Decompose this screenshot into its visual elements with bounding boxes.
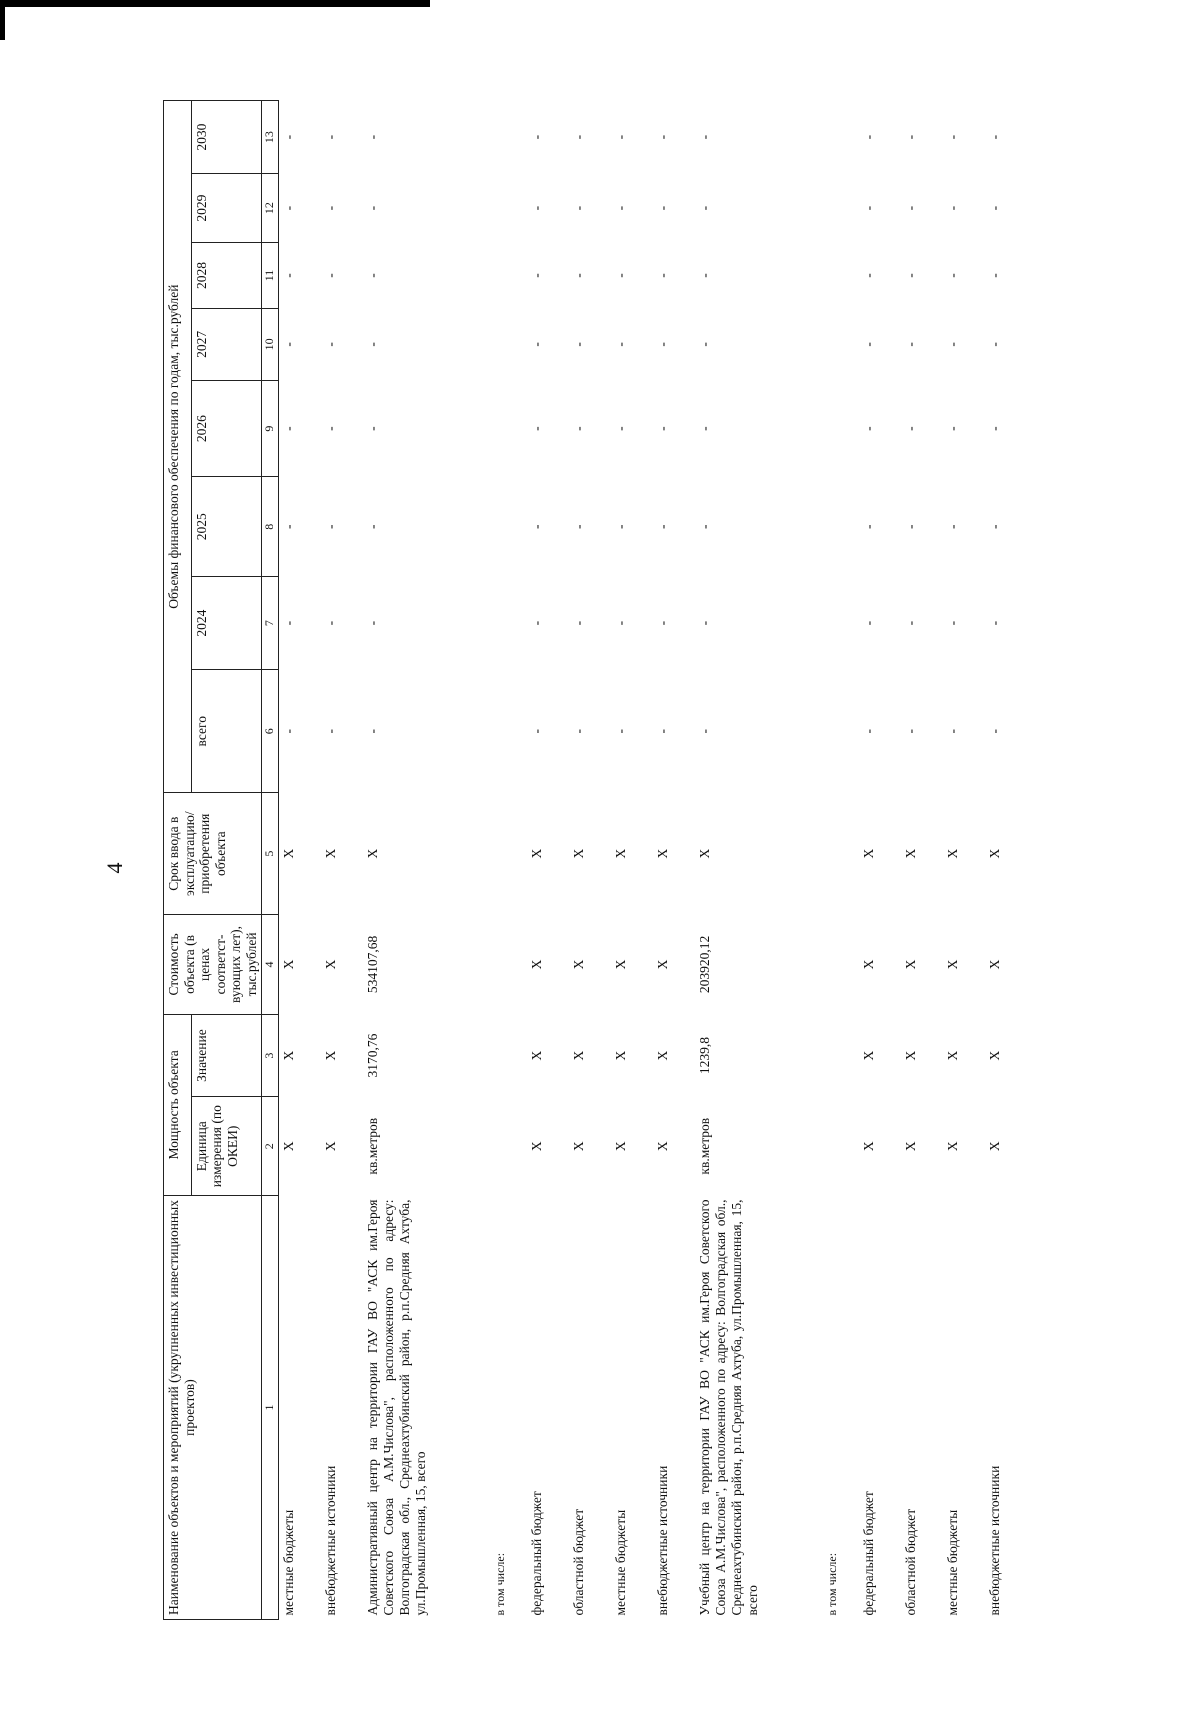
cell: -	[987, 524, 1003, 529]
cell: X	[281, 848, 297, 859]
cell: -	[281, 426, 297, 431]
cell	[823, 477, 859, 577]
cell: -	[529, 729, 545, 734]
cell: -	[945, 342, 961, 347]
table-row	[279, 101, 322, 1620]
cell: -	[861, 729, 877, 734]
cell: 3170,76	[365, 1033, 381, 1078]
cell	[491, 380, 527, 476]
cell	[823, 915, 859, 1015]
header-year-2026: 2026	[191, 380, 261, 476]
cell: -	[323, 426, 339, 431]
cell: -	[281, 729, 297, 734]
cell: -	[697, 205, 713, 211]
cell: -	[529, 426, 545, 431]
cell: X	[613, 1141, 629, 1152]
cell: X	[903, 1141, 919, 1152]
cell: X	[571, 1050, 587, 1061]
cell: X	[987, 1141, 1003, 1152]
cell: -	[987, 342, 1003, 347]
cell: X	[529, 959, 545, 970]
cell: -	[281, 134, 297, 140]
row-name: в том числе:	[493, 1552, 508, 1616]
header-year-2024: 2024	[191, 577, 261, 670]
cell: X	[987, 959, 1003, 970]
header-finance-group: Объемы финансового обеспечения по годам, тыс.рублей	[164, 101, 192, 793]
cell: -	[529, 205, 545, 211]
cell: X	[945, 1050, 961, 1061]
column-number: 1	[262, 1196, 279, 1620]
row-name: внебюджетные источники	[655, 1465, 671, 1616]
table-row	[823, 101, 859, 1620]
cell: X	[903, 1050, 919, 1061]
cell: X	[861, 848, 877, 859]
cell: -	[987, 729, 1003, 734]
cell: -	[697, 134, 713, 140]
cell: -	[903, 134, 919, 140]
row-name: внебюджетные источники	[987, 1465, 1003, 1616]
row-name: областной бюджет	[571, 1508, 587, 1616]
cell: 203920,12	[697, 935, 713, 994]
header-commission: Срок ввода в эксплуатацию/ приобретения объекта	[164, 793, 262, 915]
cell: -	[613, 342, 629, 347]
cell: X	[323, 959, 339, 970]
row-name: местные бюджеты	[613, 1509, 629, 1616]
cell: -	[365, 205, 381, 211]
cell: -	[613, 205, 629, 211]
cell: -	[987, 620, 1003, 626]
cell	[491, 1014, 527, 1097]
cell: -	[903, 342, 919, 347]
cell: X	[655, 848, 671, 859]
cell	[491, 308, 527, 380]
header-year-2028: 2028	[191, 243, 261, 309]
cell: -	[281, 524, 297, 529]
cell: X	[861, 959, 877, 970]
table-row	[943, 101, 985, 1620]
row-name: Административный центр на территории ГАУ ВО "АСК им.Героя Советского Союза А.М.Числова", расположенного по адресу: Волгоградская обл., Среднеахтубинский район, р.п.Средняя Ахтуба, ул.Промышленная, 15, всего	[365, 1199, 429, 1616]
cell: -	[697, 729, 713, 734]
cell: -	[987, 273, 1003, 278]
table-row	[527, 101, 569, 1620]
cell: -	[903, 273, 919, 278]
cell: X	[945, 848, 961, 859]
cell: X	[323, 848, 339, 859]
cell: -	[987, 134, 1003, 140]
cell: -	[903, 205, 919, 211]
cell: -	[861, 342, 877, 347]
cell: -	[655, 205, 671, 211]
header-unit: Единица измерения (по ОКЕИ)	[191, 1097, 261, 1196]
cell: -	[655, 273, 671, 278]
cell	[491, 1097, 527, 1196]
cell: -	[655, 620, 671, 626]
cell: X	[987, 1050, 1003, 1061]
cell	[823, 577, 859, 670]
cell: -	[529, 620, 545, 626]
cell: -	[655, 134, 671, 140]
cell: X	[571, 1141, 587, 1152]
header-year-2029: 2029	[191, 174, 261, 243]
column-number: 4	[262, 915, 279, 1015]
page-number: 4	[102, 862, 127, 874]
cell: X	[281, 1141, 297, 1152]
cell: X	[323, 1141, 339, 1152]
cell: -	[365, 342, 381, 347]
row-name: внебюджетные источники	[323, 1465, 339, 1616]
cell	[823, 243, 859, 309]
cell: -	[323, 205, 339, 211]
cell: X	[945, 959, 961, 970]
column-number: 8	[262, 477, 279, 577]
cell: X	[365, 848, 381, 859]
cell: -	[861, 273, 877, 278]
cell	[823, 670, 859, 793]
header-name: Наименование объектов и мероприятий (укрупненных инвестиционных проектов)	[164, 1196, 262, 1620]
cell: X	[655, 959, 671, 970]
cell	[491, 793, 527, 915]
cell: X	[529, 1050, 545, 1061]
table-row	[695, 101, 823, 1620]
cell: X	[323, 1050, 339, 1061]
cell: -	[529, 273, 545, 278]
row-name: местные бюджеты	[281, 1509, 297, 1616]
table-row	[569, 101, 611, 1620]
cell: X	[613, 848, 629, 859]
column-number: 6	[262, 670, 279, 793]
cell: -	[697, 273, 713, 278]
cell: -	[613, 729, 629, 734]
row-name: областной бюджет	[903, 1508, 919, 1616]
cell: -	[861, 524, 877, 529]
cell: -	[945, 205, 961, 211]
cell: -	[903, 729, 919, 734]
cell: -	[987, 205, 1003, 211]
cell: X	[529, 1141, 545, 1152]
row-name: Учебный центр на территории ГАУ ВО "АСК им.Героя Советского Союза А.М.Числова", расположенного по адресу: Волгоградская обл., Среднеахтубинский район, р.п.Средняя Ахтуба, ул.Промышленная, 15, всего	[697, 1199, 761, 1616]
cell: -	[945, 524, 961, 529]
cell: -	[571, 273, 587, 278]
cell: -	[281, 205, 297, 211]
cell: X	[571, 959, 587, 970]
cell	[491, 101, 527, 174]
cell: -	[365, 273, 381, 278]
cell: X	[281, 1050, 297, 1061]
cell: X	[613, 1050, 629, 1061]
cell: -	[365, 426, 381, 431]
cell	[491, 174, 527, 243]
cell: -	[281, 273, 297, 278]
row-name: федеральный бюджет	[529, 1491, 545, 1616]
cell: -	[903, 426, 919, 431]
table-row	[363, 101, 491, 1620]
table-row	[611, 101, 653, 1620]
cell: X	[861, 1141, 877, 1152]
table-row	[653, 101, 695, 1620]
column-number-row	[262, 101, 279, 1620]
cell: -	[323, 134, 339, 140]
cell	[823, 793, 859, 915]
column-number: 5	[262, 793, 279, 915]
column-number: 10	[262, 308, 279, 380]
cell: -	[945, 426, 961, 431]
cell: -	[571, 426, 587, 431]
cell	[823, 101, 859, 174]
cell: -	[861, 620, 877, 626]
cell: кв.метров	[697, 1117, 713, 1175]
row-name: федеральный бюджет	[861, 1491, 877, 1616]
cell: -	[697, 620, 713, 626]
cell	[823, 174, 859, 243]
cell: -	[655, 729, 671, 734]
cell: -	[903, 620, 919, 626]
cell: -	[529, 342, 545, 347]
table-row	[859, 101, 901, 1620]
cell	[491, 243, 527, 309]
cell: -	[945, 273, 961, 278]
table-row	[321, 101, 363, 1620]
cell: X	[987, 848, 1003, 859]
column-number: 2	[262, 1097, 279, 1196]
cell: -	[655, 426, 671, 431]
cell: -	[861, 426, 877, 431]
cell: -	[987, 426, 1003, 431]
row-name: местные бюджеты	[945, 1509, 961, 1616]
cell: -	[323, 342, 339, 347]
cell: -	[365, 524, 381, 529]
header-year-2025: 2025	[191, 477, 261, 577]
cell	[823, 1097, 859, 1196]
cell: -	[365, 729, 381, 734]
cell: X	[613, 959, 629, 970]
column-number: 11	[262, 243, 279, 309]
header-year-2027: 2027	[191, 308, 261, 380]
cell: -	[281, 620, 297, 626]
column-number: 7	[262, 577, 279, 670]
column-number: 9	[262, 380, 279, 476]
cell	[823, 308, 859, 380]
cell: -	[365, 134, 381, 140]
header-year-2030: 2030	[191, 101, 261, 174]
cell: кв.метров	[365, 1117, 381, 1175]
column-number: 13	[262, 101, 279, 174]
cell: -	[571, 342, 587, 347]
cell: X	[861, 1050, 877, 1061]
column-number: 3	[262, 1014, 279, 1097]
table-row	[901, 101, 943, 1620]
table-header	[164, 101, 279, 1620]
cell: -	[613, 426, 629, 431]
scan-edge-left	[0, 0, 5, 40]
cell: 1239,8	[697, 1037, 713, 1075]
cell: X	[697, 848, 713, 859]
cell: -	[945, 620, 961, 626]
cell: X	[945, 1141, 961, 1152]
header-cost: Стоимость объекта (в ценах соответст-вующих лет), тыс.рублей	[164, 915, 262, 1015]
cell: -	[571, 729, 587, 734]
cell: -	[571, 524, 587, 529]
header-capacity-group: Мощность объекта	[164, 1014, 192, 1195]
scan-edge-top	[0, 0, 430, 7]
cell	[823, 380, 859, 476]
rotated-table-container	[163, 100, 1003, 1620]
cell: -	[697, 342, 713, 347]
header-total: всего	[191, 670, 261, 793]
cell: -	[613, 273, 629, 278]
cell: X	[655, 1050, 671, 1061]
cell: -	[613, 134, 629, 140]
cell: X	[571, 848, 587, 859]
financing-table	[163, 100, 1027, 1620]
cell: -	[613, 620, 629, 626]
cell: -	[571, 620, 587, 626]
cell: -	[365, 620, 381, 626]
cell: -	[323, 729, 339, 734]
cell: -	[323, 620, 339, 626]
cell: -	[655, 342, 671, 347]
cell: 534107,68	[365, 935, 381, 994]
cell: -	[281, 342, 297, 347]
column-number: 12	[262, 174, 279, 243]
cell: -	[571, 134, 587, 140]
cell: X	[281, 959, 297, 970]
table-row	[985, 101, 1027, 1620]
cell: -	[945, 134, 961, 140]
cell: -	[945, 729, 961, 734]
cell: X	[655, 1141, 671, 1152]
cell	[491, 670, 527, 793]
cell	[491, 915, 527, 1015]
cell	[823, 1014, 859, 1097]
header-value: Значение	[191, 1014, 261, 1097]
cell: X	[529, 848, 545, 859]
cell: -	[697, 426, 713, 431]
row-name: в том числе:	[825, 1552, 840, 1616]
cell: X	[903, 959, 919, 970]
cell: -	[529, 134, 545, 140]
table-row	[491, 101, 527, 1620]
table-body	[279, 101, 1028, 1620]
cell	[491, 477, 527, 577]
cell: -	[529, 524, 545, 529]
cell: -	[655, 524, 671, 529]
cell: -	[323, 273, 339, 278]
cell: -	[861, 205, 877, 211]
cell: -	[613, 524, 629, 529]
cell: -	[323, 524, 339, 529]
cell: -	[697, 524, 713, 529]
cell: -	[903, 524, 919, 529]
cell: -	[571, 205, 587, 211]
cell: -	[861, 134, 877, 140]
cell: X	[903, 848, 919, 859]
cell	[491, 577, 527, 670]
